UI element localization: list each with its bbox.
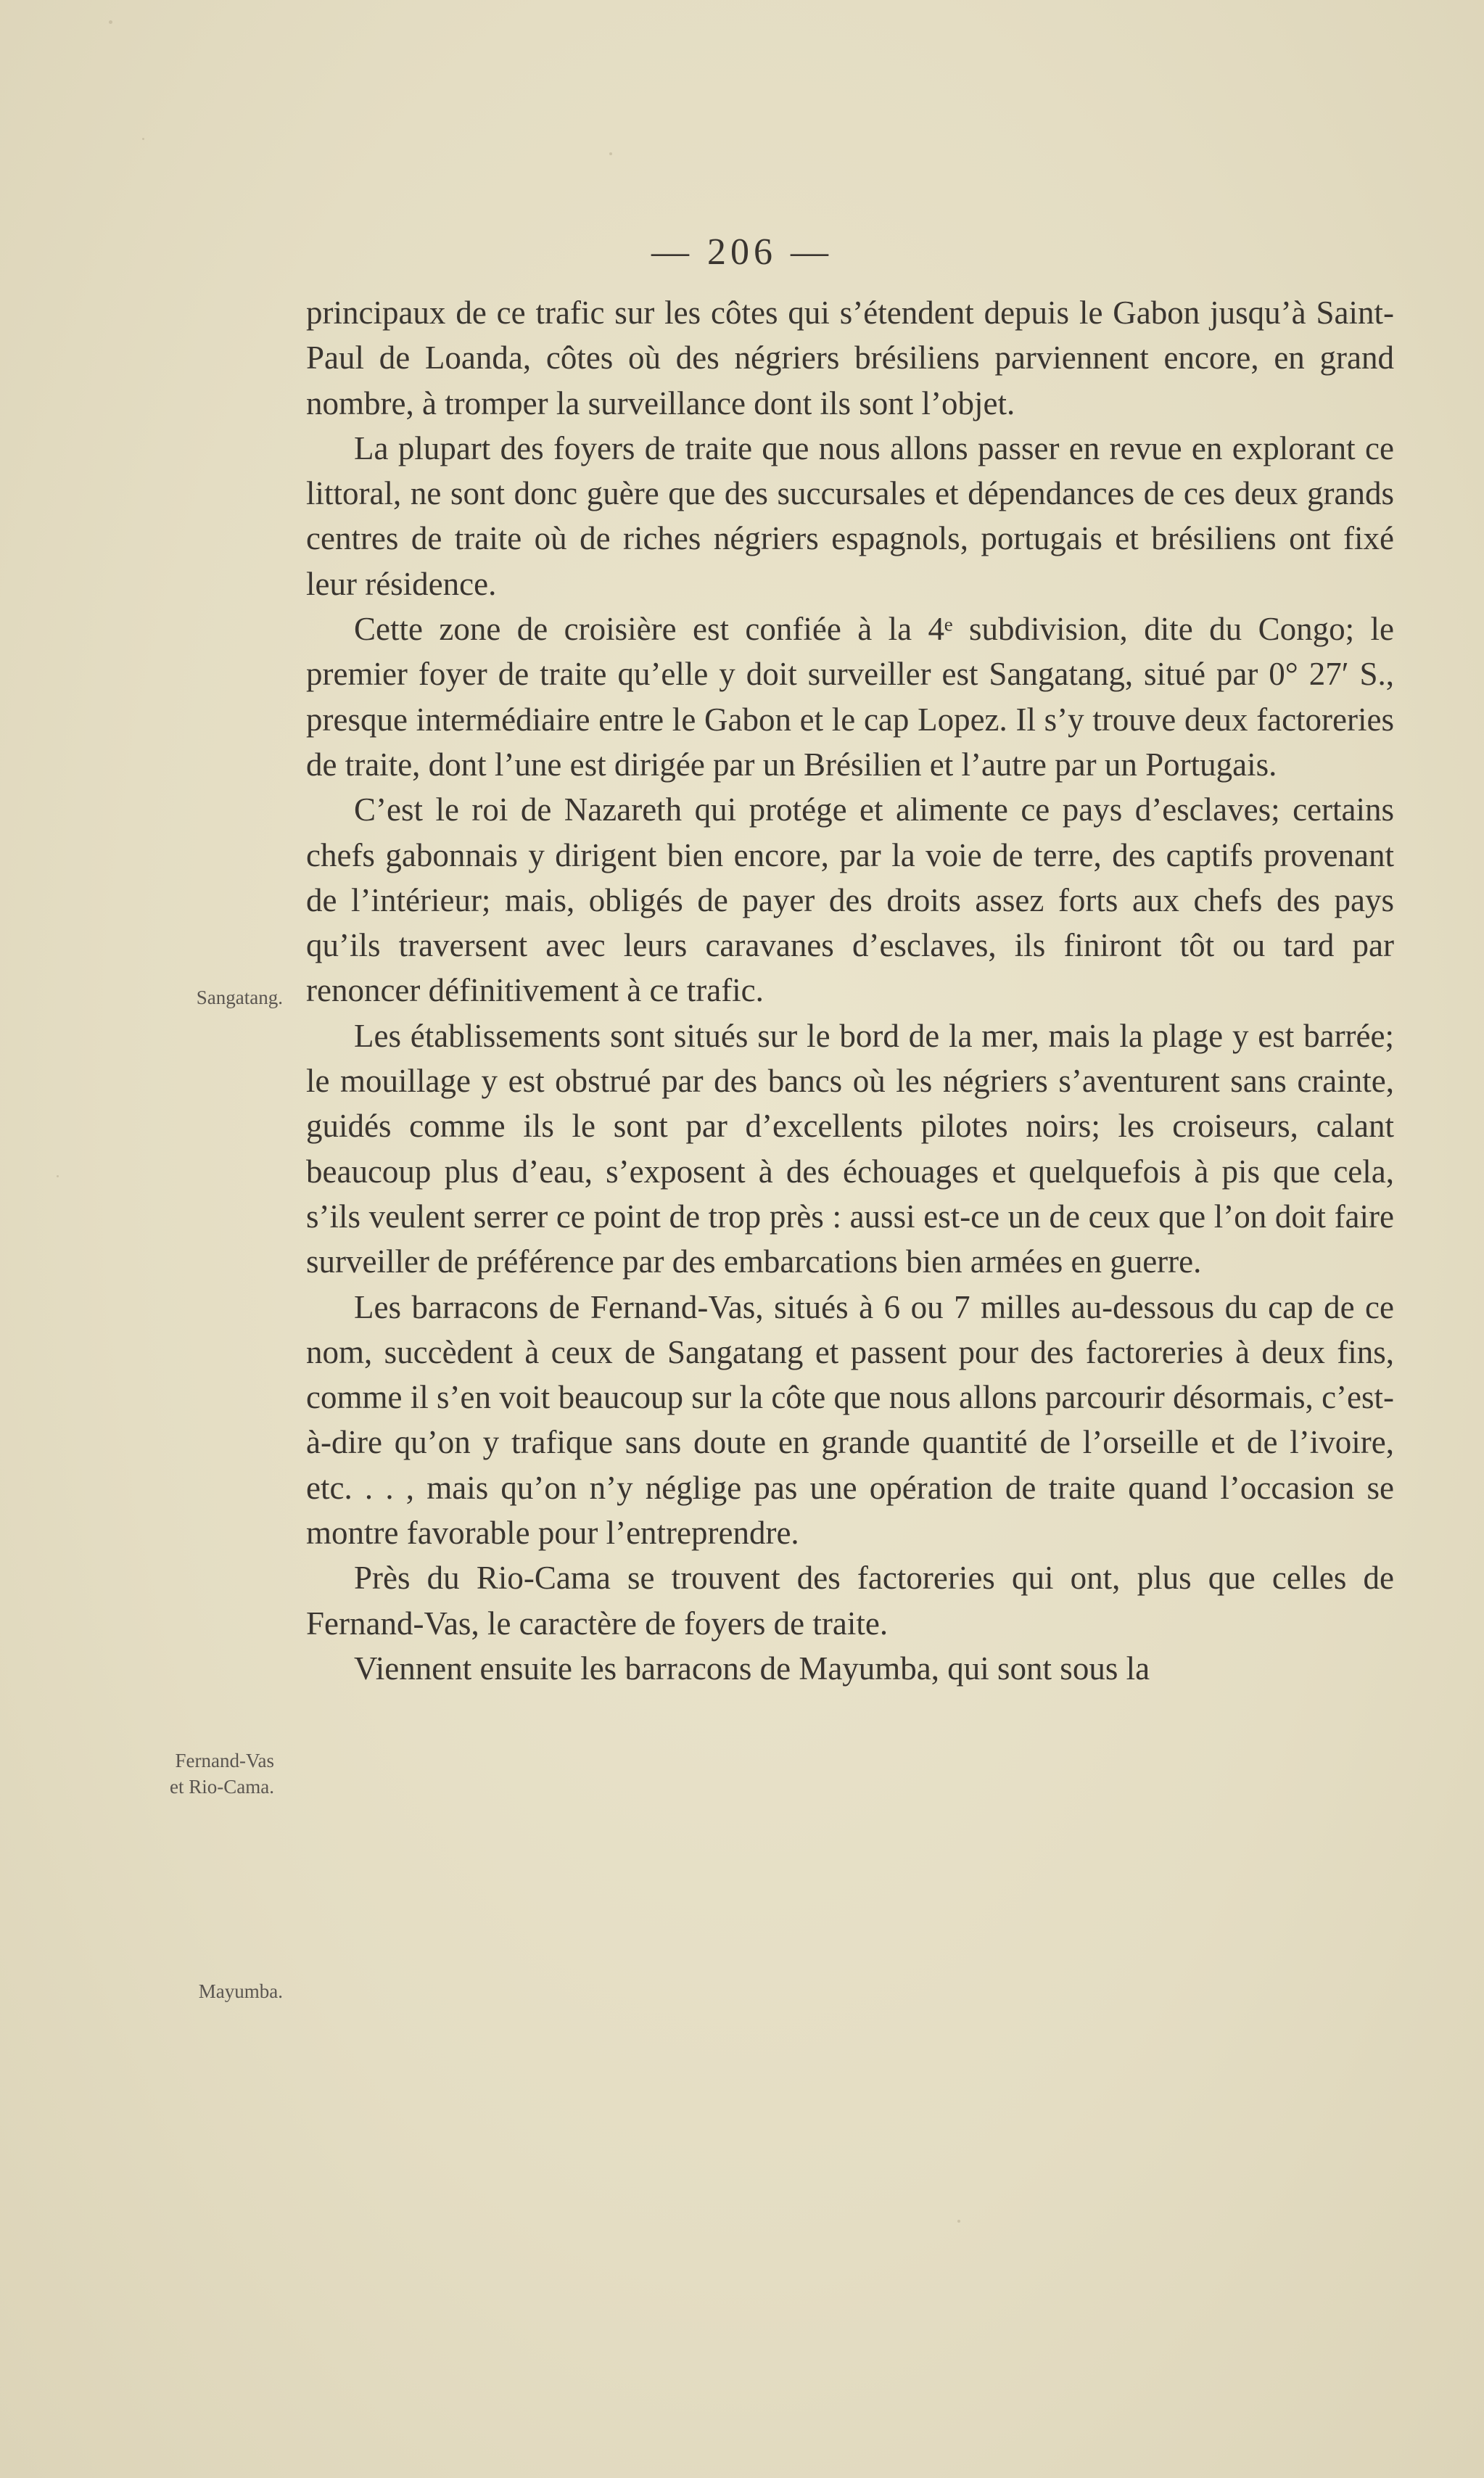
- paragraph-3: Cette zone de croisière est confiée à la 4ᵉ subdivision, dite du Congo; le premier foyer de traite qu’elle y doit surveiller est Sangatang, situé par 0° 27′ S., presque intermédiaire entre le Gabon et le cap Lopez. Il s’y trouve deux factoreries de traite, dont l’une est dirigée par un Brésilien et l’autre par un Portugais.: [306, 611, 1394, 783]
- margin-note-fernand-vas: [100, 1748, 274, 1800]
- margin-note-mayumba: Mayumba.: [198, 1980, 283, 2002]
- paper-spot: [109, 20, 112, 24]
- paragraph-4: C’est le roi de Nazareth qui protége et alimente ce pays d’esclaves; certains chefs gabonnais y dirigent bien encore, par la voie de terre, des captifs provenant de l’intérieur; mais, obligés de payer des droits assez forts aux chefs des pays qu’ils traversent avec leurs caravanes d’esclaves, ils finiront tôt ou tard par renoncer définitivement à ce trafic.: [306, 791, 1394, 1009]
- paragraph-5: Les établissements sont situés sur le bord de la mer, mais la plage y est barrée; le mouillage y est obstrué par des bancs où les négriers s’aventurent sans crainte, guidés comme ils le sont par d’excellents pilotes noirs; les croiseurs, calant beaucoup plus d’eau, s’exposent à des échouages et quelquefois à pis que cela, s’ils veulent serrer ce point de trop près : aussi est-ce un de ceux que l’on doit faire surveiller de préférence par des embarcations bien armées en guerre.: [306, 1017, 1394, 1280]
- paper-spot: [609, 152, 612, 155]
- paper-spot: [957, 2220, 960, 2223]
- paragraph-8: Viennent ensuite les barracons de Mayumba, qui sont sous la: [354, 1650, 1150, 1687]
- margin-note-line: et Rio-Cama.: [170, 1776, 274, 1798]
- paper-spot: [57, 1175, 59, 1177]
- margin-note-sangatang: Sangatang.: [196, 987, 283, 1008]
- body-text: [306, 290, 1394, 1691]
- paragraph-1: principaux de ce trafic sur les côtes qui s’étendent depuis le Gabon jusqu’à Saint-Paul de Loanda, côtes où des négriers brésiliens parviennent encore, en grand nombre, à tromper la surveillance dont ils sont l’objet.: [306, 295, 1394, 421]
- paragraph-6: Les barracons de Fernand-Vas, situés à 6 ou 7 milles au-dessous du cap de ce nom, succèdent à ceux de Sangatang et passent pour des factoreries à deux fins, comme il s’en voit beaucoup sur la côte que nous allons parcourir désormais, c’est-à-dire qu’on y trafique sans doute en grande quantité de l’orseille et de l’ivoire, etc. . . , mais qu’on n’y néglige pas une opération de traite quand l’occasion se montre favorable pour l’entreprendre.: [306, 1288, 1394, 1552]
- paper-spot: [142, 138, 144, 140]
- page-number: — 206 —: [651, 231, 833, 273]
- paragraph-7: Près du Rio-Cama se trouvent des factoreries qui ont, plus que celles de Fernand-Vas, le caractère de foyers de traite.: [306, 1560, 1394, 1642]
- paragraph-2: La plupart des foyers de traite que nous allons passer en revue en explorant ce littoral, ne sont donc guère que des succursales et dépendances de ces deux grands centres de traite où de riches négriers espagnols, portugais et brésiliens ont fixé leur résidence.: [306, 429, 1394, 602]
- margin-note-line: Fernand-Vas: [175, 1750, 274, 1771]
